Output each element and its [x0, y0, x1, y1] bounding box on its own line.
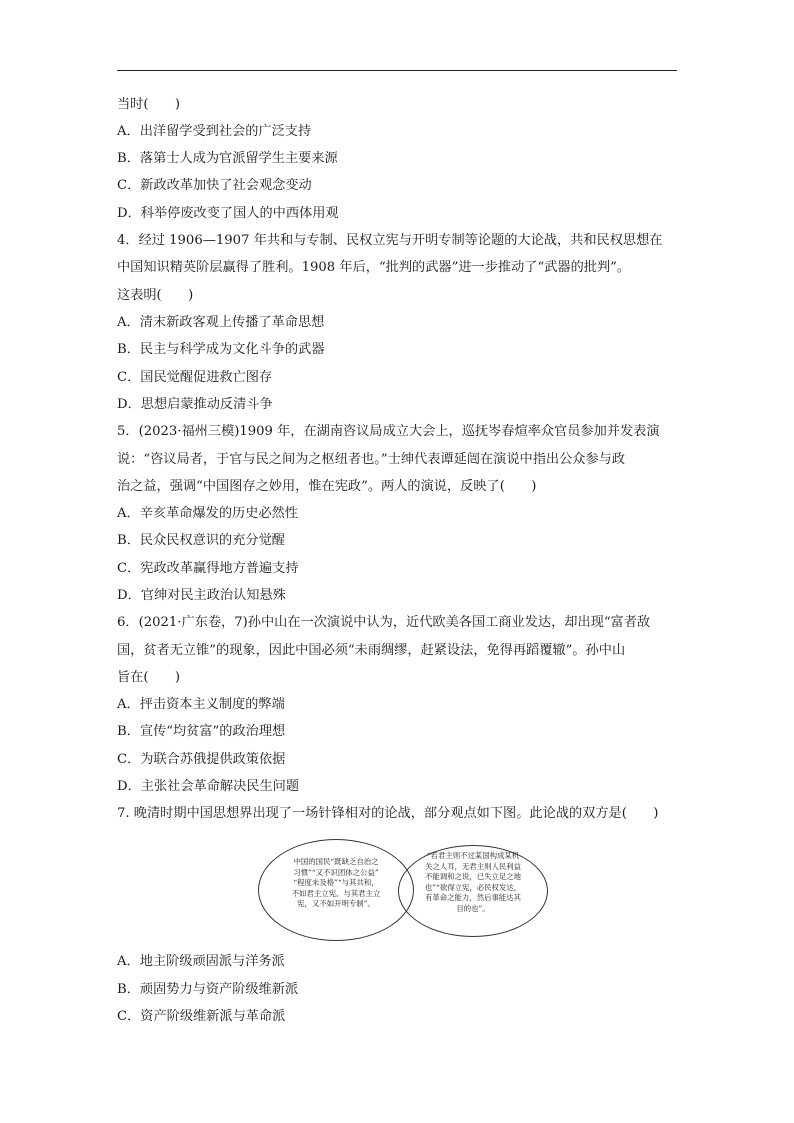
question-7-option-c: C．资产阶级维新派与革命派: [117, 1009, 286, 1024]
question-4-stem-line-3: 这表明( ): [117, 288, 194, 303]
question-5-option-d: D．官绅对民主政治认知悬殊: [117, 588, 286, 603]
right-viewpoint-line: 有革命之能力，然后事能达其: [424, 893, 522, 902]
question-6-option-d: D．主张社会革命解决民生问题: [117, 779, 300, 794]
question-6-stem-line-2: 国，贫者无立锥”的现象，因此中国必须“未雨绸缪，赶紧设法，免得再蹈覆辙”。孙中山: [117, 643, 626, 658]
question-6-option-b: B．宣传“均贫富”的政治理想: [117, 724, 286, 739]
question-5-option-a: A．辛亥革命爆发的历史必然性: [117, 506, 298, 521]
question-5-stem-line-1: 5．(2023·福州三模)1909 年，在湖南咨议局成立大会上，巡抚岑春煊率众官员参加并发表演: [117, 424, 660, 439]
question-6-stem-line-3: 旨在( ): [117, 670, 181, 685]
question-3-option-b: B．落第士人成为官派留学生主要来源: [117, 151, 338, 166]
left-viewpoint-line: 宪，又不如开明专制”。: [297, 899, 375, 908]
question-5-option-b: B．民众民权意识的充分觉醒: [117, 533, 285, 548]
question-3-option-a: A．出洋留学受到社会的广泛支持: [117, 124, 312, 139]
right-viewpoint-line: “若君主则不过某国构成某机: [426, 851, 520, 860]
question-3-option-d: D．科举停废改变了国人的中西体用观: [117, 206, 339, 221]
question-4-option-d: D．思想启蒙推动反清斗争: [117, 397, 273, 412]
question-4-stem-line-1: 4．经过 1906—1907 年共和与专制、民权立宪与开明专制等论题的大论战，共和民权思想在: [117, 233, 663, 248]
left-viewpoint-line: “程度未及格”“与其共和，: [293, 878, 379, 887]
question-4-option-c: C．国民觉醒促进救亡图存: [117, 370, 273, 385]
header-rule: [117, 70, 677, 71]
question-3-option-c: C．新政改革加快了社会观念变动: [117, 178, 312, 193]
question-4-option-b: B．民主与科学成为文化斗争的武器: [117, 342, 325, 357]
question-5-stem-line-3: 治之益，强调“中国图存之妙用，惟在宪政”。两人的演说，反映了( ): [117, 479, 537, 494]
left-viewpoint-line: 中国的国民“既缺乏自治之: [293, 857, 379, 866]
left-viewpoint-line: 不如君主立宪。与其君主立: [291, 888, 381, 898]
question-6-option-c: C．为联合苏俄提供政策依据: [117, 752, 286, 767]
right-viewpoint-text: [412, 851, 534, 914]
question-3-stem-end: 当时( ): [117, 97, 181, 112]
question-7-stem: 7. 晚清时期中国思想界出现了一场针锋相对的论战，部分观点如下图。此论战的双方是( ): [117, 806, 659, 821]
right-viewpoint-line: 目的也”。: [456, 903, 490, 913]
question-5-option-c: C．宪政改革赢得地方普遍支持: [117, 561, 299, 576]
right-viewpoint-line: 关之人耳，无君主则人民利益: [424, 861, 522, 871]
left-viewpoint-line: 习惯”“又不识团体之公益”: [293, 867, 379, 877]
question-4-option-a: A．清末新政客观上传播了革命思想: [117, 315, 325, 330]
question-6-option-a: A．抨击资本主义制度的弊端: [117, 697, 285, 712]
right-viewpoint-line: 不能调和之说，已失立足之地: [424, 872, 522, 881]
question-5-stem-line-2: 说：“咨议局者，于官与民之间为之枢纽者也。”士绅代表谭延闿在演说中指出公众参与政: [117, 452, 626, 467]
left-viewpoint-text: [272, 857, 400, 910]
question-7-option-a: A．地主阶级顽固派与洋务派: [117, 954, 285, 969]
question-7-option-b: B．顽固势力与资产阶级维新派: [117, 982, 299, 997]
question-6-stem-line-1: 6．(2021·广东卷，7)孙中山在一次演说中认为，近代欧美各国工商业发达，却出现“富者敌: [117, 615, 651, 630]
right-viewpoint-line: 也”“欲得立宪，必民权发达，: [424, 882, 522, 892]
debate-figure: [258, 839, 548, 941]
question-4-stem-line-2: 中国知识精英阶层赢得了胜利。1908 年后，“批判的武器”进一步推动了“武器的批判”。: [117, 260, 631, 275]
